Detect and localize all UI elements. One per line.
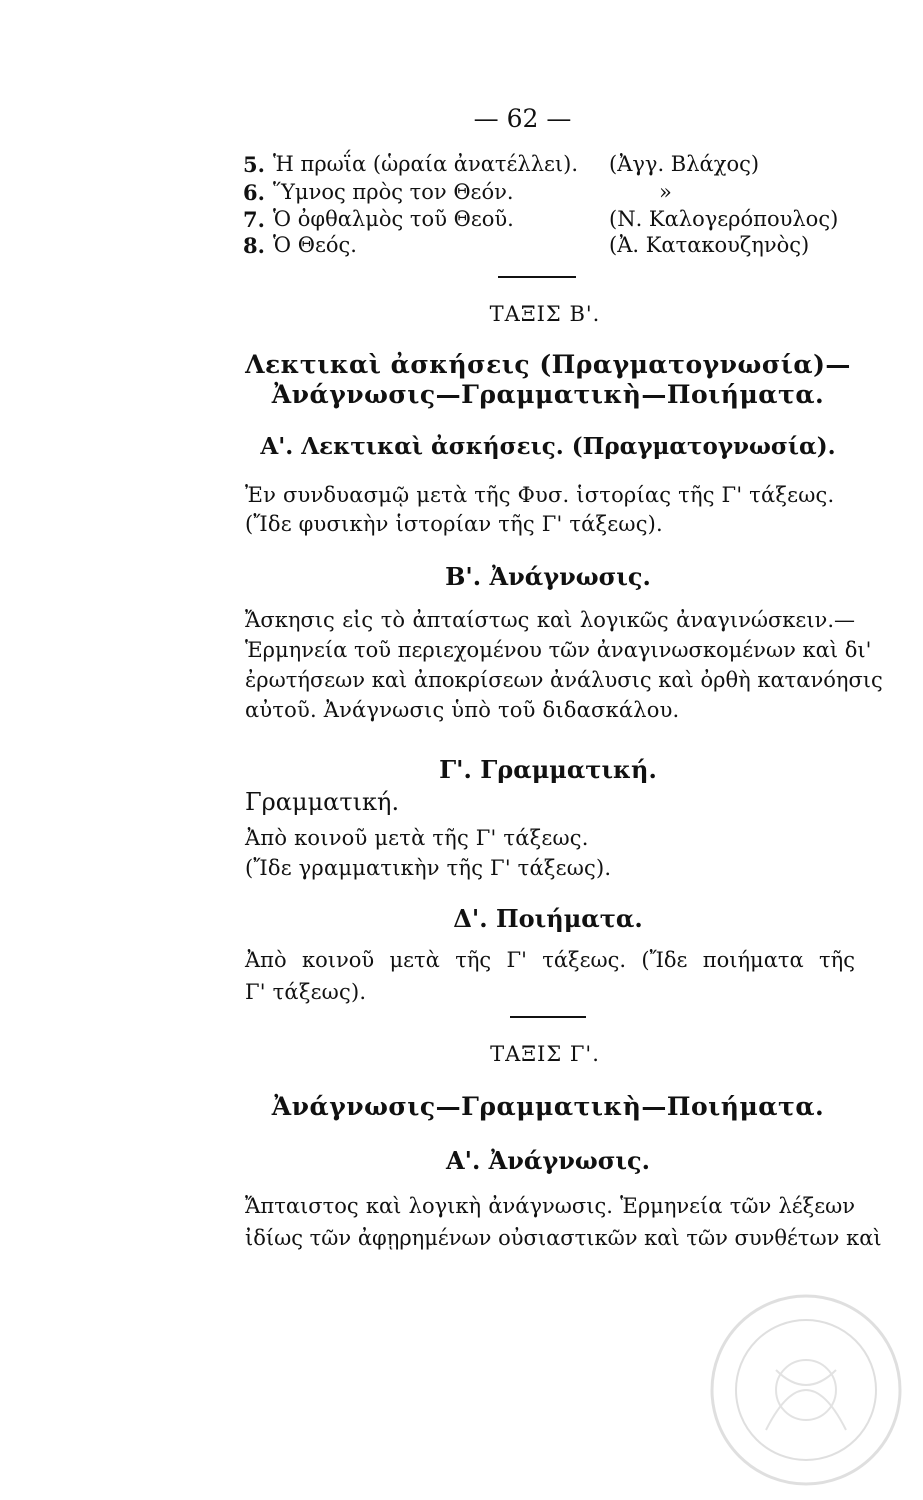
class-b-subheading-b: Β'. Ἀνάγνωσις. [445, 562, 651, 591]
section-divider [510, 1016, 586, 1018]
text-line: ἐρωτήσεων καὶ ἀποκρίσεων ἀνάλυσις καὶ ὀρθὴ κατανόησις [245, 668, 883, 692]
class-b-heading-line2: Ἀνάγνωσις—Γραμματικὴ—Ποιήματα. [271, 380, 825, 409]
list-item-author: (Ἀγγ. Βλάχος) [609, 152, 760, 176]
list-item-number: 6. [243, 180, 265, 205]
text-line: Ἄπταιστος καὶ λογικὴ ἀνάγνωσις. Ἑρμηνεία τῶν λέξεων [245, 1194, 855, 1218]
list-item-number: 5. [243, 152, 265, 177]
list-item-title: Ὁ ὀφθαλμὸς τοῦ Θεοῦ. [273, 207, 514, 231]
text-line: Γραμματική. [245, 788, 400, 816]
list-item [243, 233, 853, 263]
list-item [243, 180, 853, 210]
list-item-author: » [659, 180, 672, 204]
text-line: Ἐν συνδυασμῷ μετὰ τῆς Φυσ. ἱστορίας τῆς Γ' τάξεως. [245, 483, 835, 507]
class-b-subheading-g: Γ'. Γραμματική. [439, 755, 657, 784]
class-c-subheading-a: Α'. Ἀνάγνωσις. [445, 1146, 651, 1175]
list-item [243, 152, 853, 182]
class-b-subheading-d: Δ'. Ποιήματα. [453, 904, 643, 933]
list-item-number: 7. [243, 207, 265, 232]
section-divider [498, 276, 576, 278]
text-line: Γ' τάξεως). [245, 980, 367, 1004]
text-line: (Ἴδε γραμματικὴν τῆς Γ' τάξεως). [245, 856, 612, 880]
class-c-title: ΤΑΞΙΣ Γ'. [490, 1042, 600, 1066]
list-item-title: Ὁ Θεός. [273, 233, 357, 257]
list-item-title: Ἡ πρωΐα (ὡραία ἀνατέλλει). [273, 152, 579, 176]
text-line: αὐτοῦ. Ἀνάγνωσις ὑπὸ τοῦ διδασκάλου. [245, 698, 680, 722]
class-b-subheading-a: Α'. Λεκτικαὶ ἀσκήσεις. (Πραγματογνωσία). [260, 433, 836, 460]
text-line: Ἑρμηνεία τοῦ περιεχομένου τῶν ἀναγινωσκομένων καὶ δι' [245, 638, 872, 662]
class-b-title: ΤΑΞΙΣ Β'. [489, 302, 601, 326]
text-line: Ἄσκησις εἰς τὸ ἀπταίστως καὶ λογικῶς ἀναγινώσκειν.— [245, 608, 855, 632]
text-line: Ἀπὸ κοινοῦ μετὰ τῆς Γ' τάξεως. (Ἴδε ποιήματα τῆς [245, 948, 855, 972]
class-b-heading-line1: Λεκτικαὶ ἀσκήσεις (Πραγματογνωσία)— [245, 350, 851, 379]
class-c-heading: Ἀνάγνωσις—Γραμματικὴ—Ποιήματα. [271, 1092, 825, 1121]
list-item-number: 8. [243, 233, 265, 258]
list-item-author: (Ν. Καλογερόπουλος) [609, 207, 839, 231]
library-stamp-icon [706, 1290, 906, 1490]
text-line: ἰδίως τῶν ἀφῃρημένων οὐσιαστικῶν καὶ τῶν συνθέτων καὶ [245, 1226, 882, 1250]
list-item-author: (Ἀ. Κατακουζηνὸς) [609, 233, 810, 257]
text-line: (Ἴδε φυσικὴν ἱστορίαν τῆς Γ' τάξεως). [245, 512, 663, 536]
page-number: — 62 — [473, 104, 572, 133]
text-line: Ἀπὸ κοινοῦ μετὰ τῆς Γ' τάξεως. [245, 826, 589, 850]
list-item-title: Ὕμνος πρὸς τον Θεόν. [273, 180, 514, 204]
